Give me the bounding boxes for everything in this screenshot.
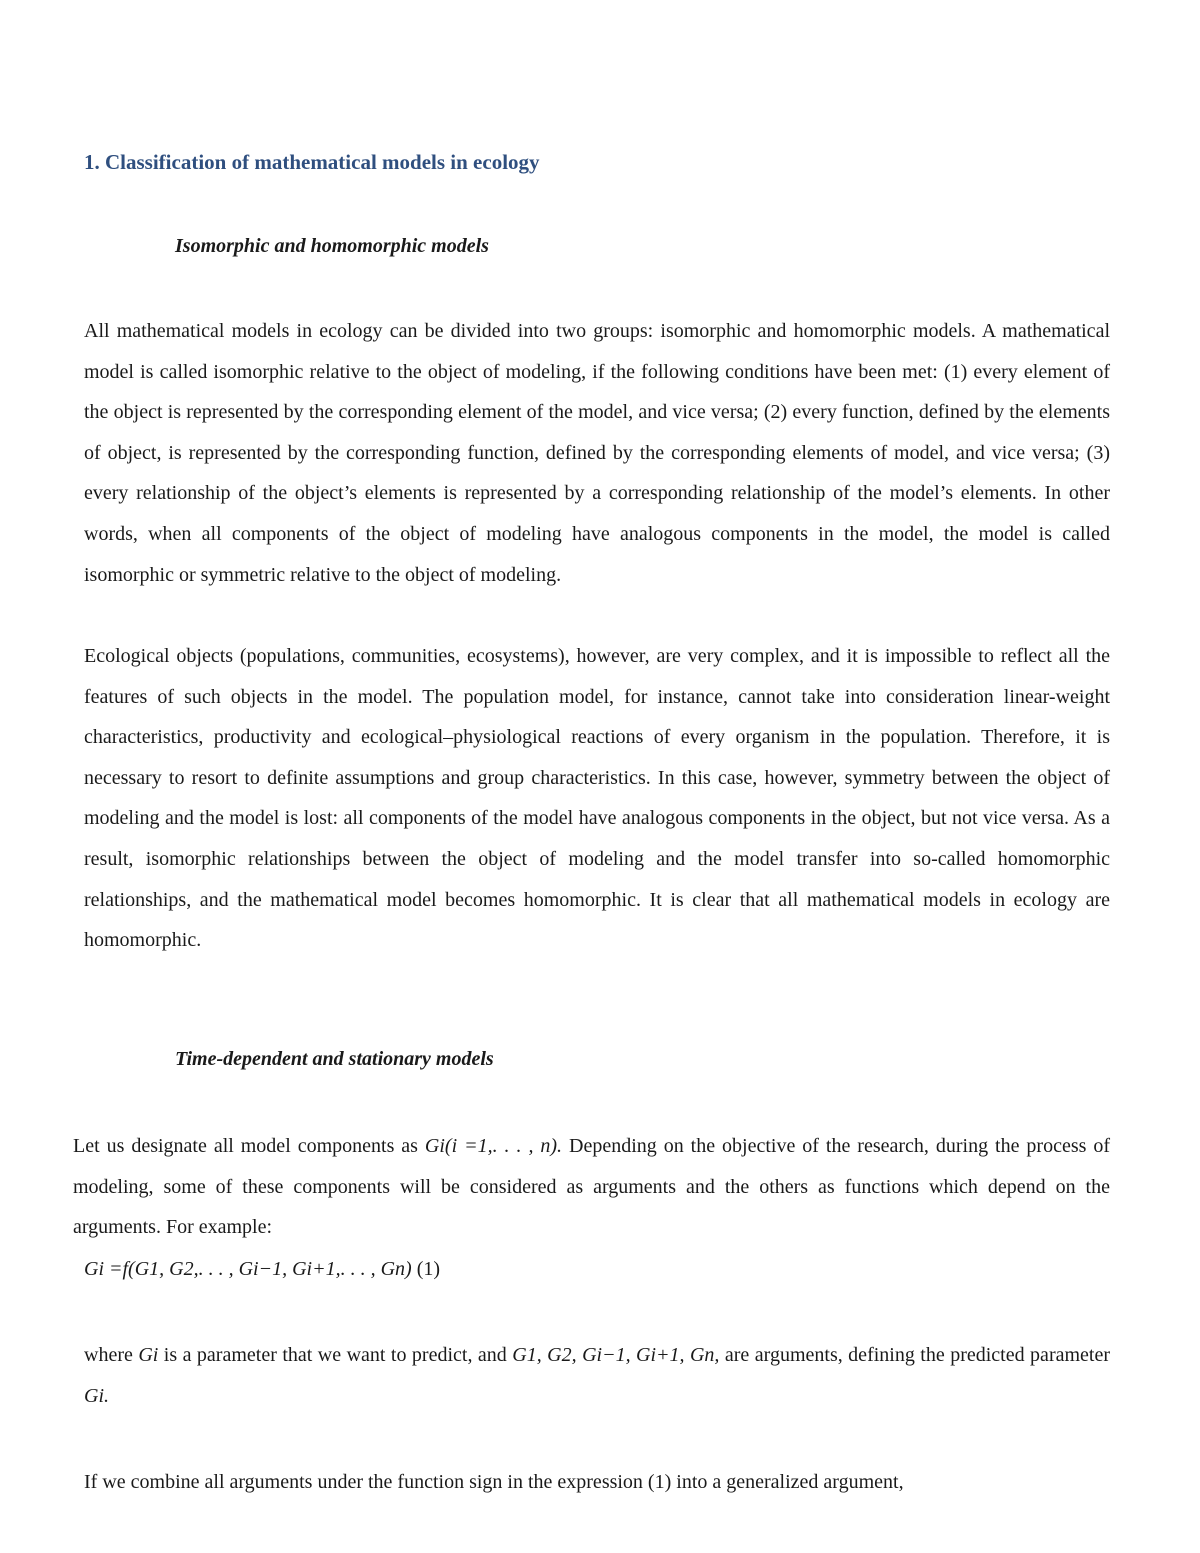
- paragraph-model-components: [73, 1126, 1110, 1248]
- text-run: Let us designate all model components as: [73, 1135, 425, 1157]
- formula-expression: Gi =f(G1, G2,. . . , Gi−1, Gi+1,. . . , Gn): [84, 1258, 412, 1280]
- section-heading: 1. Classification of mathematical models in ecology: [84, 150, 540, 174]
- subheading-time-dependent: Time-dependent and stationary models: [175, 1048, 494, 1070]
- text-run: where: [84, 1344, 139, 1366]
- math-run: Gi(i =1,. . . , n).: [424, 1135, 563, 1157]
- math-run: Gi: [138, 1344, 159, 1366]
- formula-1: [84, 1258, 440, 1281]
- formula-number: (1): [416, 1258, 441, 1280]
- subheading-isomorphic: Isomorphic and homomorphic models: [175, 235, 489, 257]
- paragraph-formula-explanation: [84, 1335, 1110, 1416]
- text-run: Depending on the objective of the research, during the process of modeling, some of these components will be considered as arguments and the others as functions which depend on the arguments. For example:: [73, 1135, 1111, 1239]
- paragraph-ecological-objects: Ecological objects (populations, communities, ecosystems), however, are very complex, and it is impossible to reflect all the features of such objects in the model. The population model, for instance, cannot take into consideration linear-weight characteristics, productivity and ecological–physiological reactions of every organism in the population. Therefore, it is necessary to resort to definite assumptions and group characteristics. In this case, however, symmetry between the object of modeling and the model is lost: all components of the model have analogous components in the object, but not vice versa. As a result, isomorphic relationships between the object of modeling and the model transfer into so-called homomorphic relationships, and the mathematical model becomes homomorphic. It is clear that all mathematical models in ecology are homomorphic.: [84, 645, 1110, 952]
- paragraph-generalized-argument: If we combine all arguments under the function sign in the expression (1) into a generalized argument,: [84, 1471, 904, 1493]
- text-run: are arguments, defining the predicted parameter: [719, 1344, 1111, 1366]
- text-run: is a parameter that we want to predict, and: [158, 1344, 513, 1366]
- paragraph-isomorphic-definition: All mathematical models in ecology can be divided into two groups: isomorphic and homomorphic models. A mathematical model is called isomorphic relative to the object of modeling, if the following conditions have been met: (1) every element of the object is represented by the corresponding element of the model, and vice versa; (2) every function, defined by the elements of object, is represented by the corresponding function, defined by the corresponding elements of model, and vice versa; (3) every relationship of the object’s elements is represented by a corresponding relationship of the model’s elements. In other words, when all components of the object of modeling have analogous components in the model, the model is called isomorphic or symmetric relative to the object of modeling.: [84, 320, 1110, 586]
- math-run: G1, G2, Gi−1, Gi+1, Gn,: [512, 1344, 720, 1366]
- math-run: Gi.: [84, 1384, 109, 1407]
